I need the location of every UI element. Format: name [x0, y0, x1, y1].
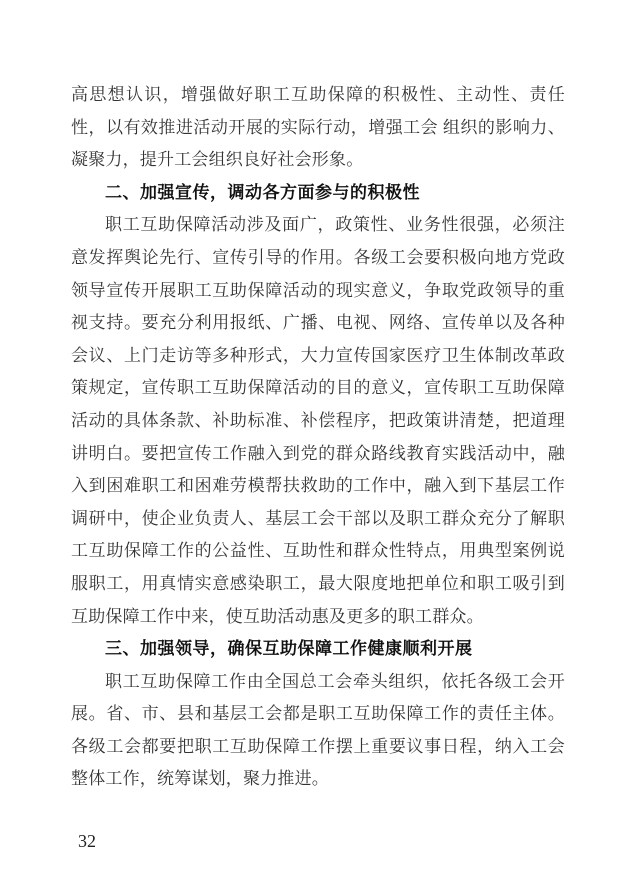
paragraph-leadership: 职工互助保障工作由全国总工会牵头组织，依托各级工会开展。省、市、县和基层工会都是职工互助保障工作的责任主体。各级工会都要把职工互助保障工作摆上重要议事日程，纳入工会整体工作，统筹谋划，聚力推进。 — [71, 671, 565, 789]
paragraph-continuation: 高思想认识，增强做好职工互助保障的积极性、主动性、责任性，以有效推进活动开展的实际行动，增强工会 组织的影响力、凝聚力，提升工会组织良好社会形象。 — [71, 85, 565, 170]
page-content — [71, 79, 565, 796]
paragraph-publicity: 职工互助保障活动涉及面广，政策性、业务性很强，必须注意发挥舆论先行、宣传引导的作用。各级工会要积极向地方党政领导宣传开展职工互助保障活动的现实意义，争取党政领导的重视支持。要充分利用报纸、广播、电视、网络、宣传单以及各种会议、上门走访等多种形式，大力宣传国家医疗卫生体制改革政策规定，宣传职工互助保障活动的目的意义，宣传职工互助保障活动的具体条款、补助标准、补偿程序，把政策讲清楚，把道理讲明白。要把宣传工作融入到党的群众路线教育实践活动中，融入到困难职工和困难劳模帮扶救助的工作中，融入到下基层工作调研中，使企业负责人、基层工会干部以及职工群众充分了解职工互助保障工作的公益性、互助性和群众性特点，用典型案例说服职工，用真情实意感染职工，最大限度地把单位和职工吸引到互助保障工作中来，使互助活动惠及更多的职工群众。 — [71, 215, 565, 626]
section-heading-publicity: 二、加强宣传，调动各方面参与的积极性 — [105, 182, 420, 202]
page-number: 32 — [78, 831, 96, 851]
section-heading-leadership: 三、加强领导，确保互助保障工作健康顺利开展 — [105, 639, 473, 659]
